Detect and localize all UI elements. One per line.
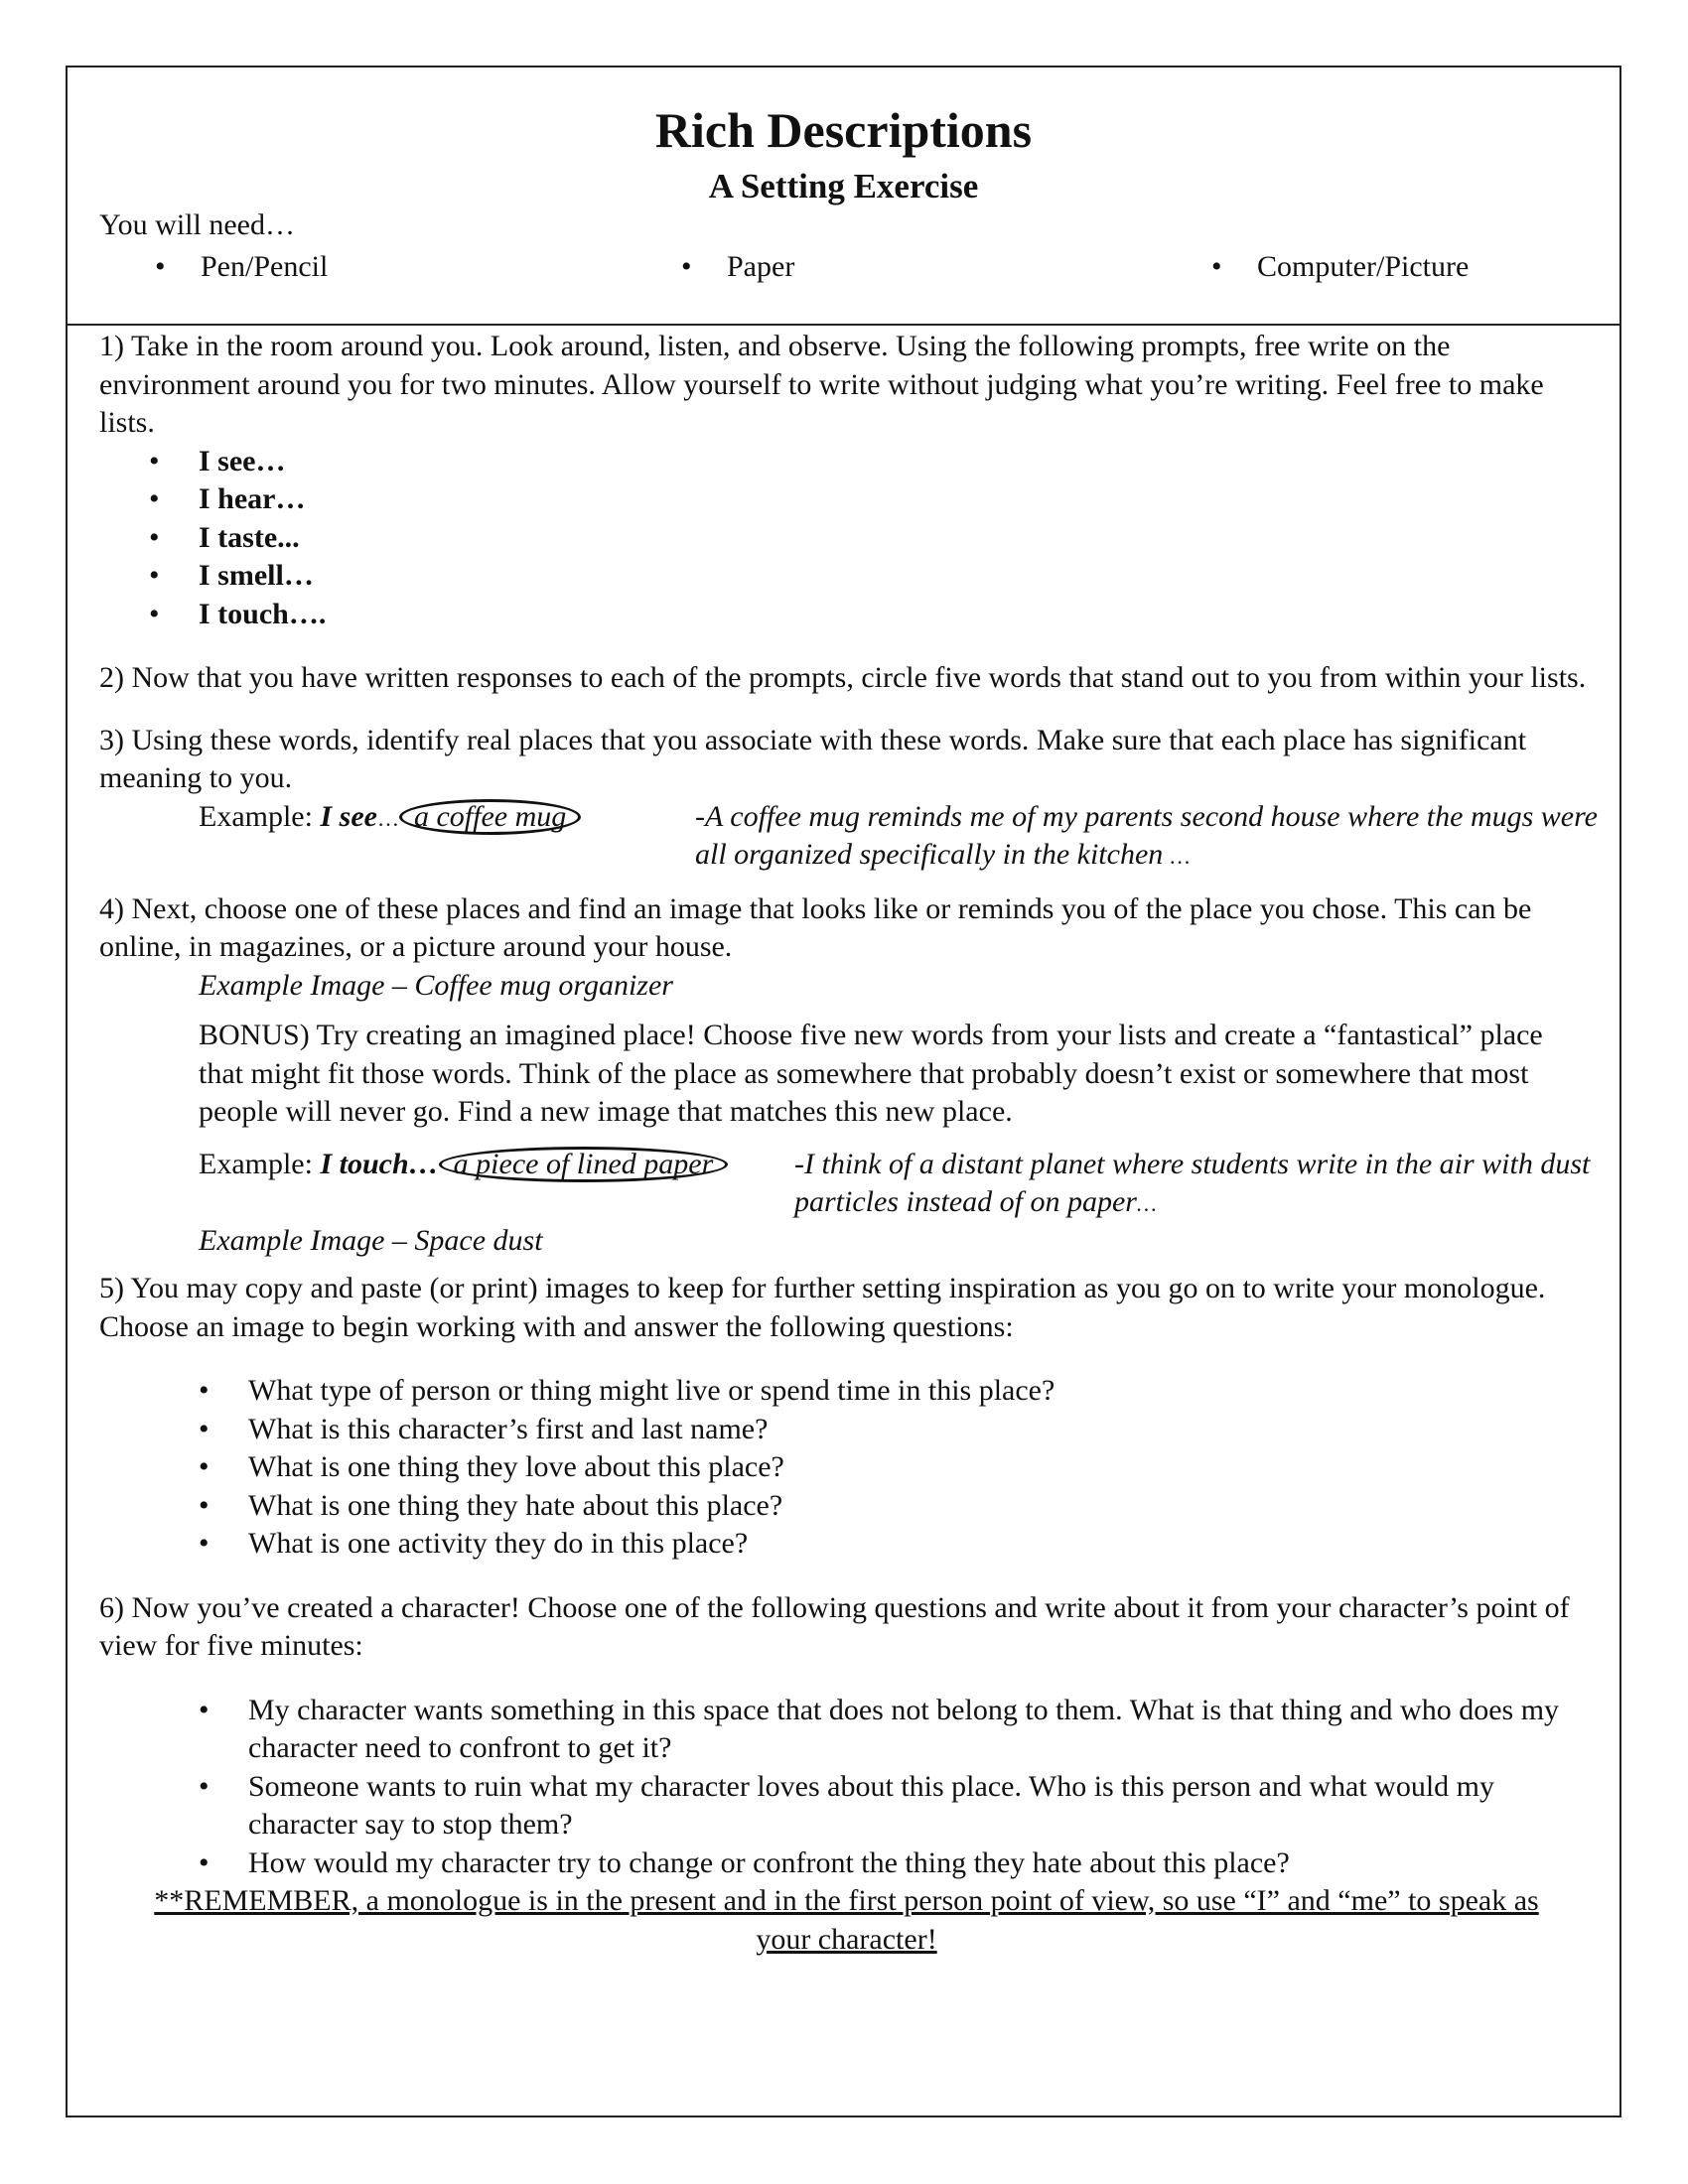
prompt-text: I hear… bbox=[199, 482, 306, 515]
list-item bbox=[99, 1411, 1594, 1449]
question-text: What is this character’s first and last name? bbox=[248, 1412, 769, 1445]
supply-label: Pen/Pencil bbox=[201, 250, 329, 283]
page-title: Rich Descriptions bbox=[654, 102, 1033, 158]
prompt-text: I see… bbox=[199, 444, 286, 478]
bullet-icon: • bbox=[149, 520, 160, 554]
page-subtitle: A Setting Exercise bbox=[708, 167, 979, 205]
prompt-text: I taste... bbox=[199, 520, 300, 554]
bullet-icon: • bbox=[199, 1412, 210, 1445]
bullet-icon: • bbox=[199, 1450, 210, 1483]
example-description: -A coffee mug reminds me of my parents second house where the mugs were all organized specifically in the kitchen … bbox=[695, 799, 1598, 871]
list-item bbox=[99, 480, 1594, 519]
question-text: What is one thing they hate about this place? bbox=[248, 1488, 783, 1522]
prompt-text: I touch…. bbox=[199, 597, 327, 630]
bullet-icon: • bbox=[1211, 250, 1222, 283]
bullet-icon: • bbox=[199, 1693, 210, 1726]
step-1-text: 1) Take in the room around you. Look around, listen, and observe. Using the following prompts, free write on the environment around you for two minutes. Allow yourself to write without judging what you’re writing. Feel free to make lists. bbox=[99, 330, 1544, 439]
list-item bbox=[99, 443, 1594, 481]
list-item bbox=[99, 1768, 1594, 1844]
example-description: -I think of a distant planet where students write in the air with dust particles instead of on paper… bbox=[794, 1147, 1591, 1218]
example-prompt: I touch… bbox=[320, 1147, 439, 1180]
step-5-text: 5) You may copy and paste (or print) images to keep for further setting inspiration as you go on to write your monologue. Choose an image to begin working with and answer the following questions: bbox=[99, 1272, 1546, 1343]
prompt-list bbox=[99, 443, 1594, 634]
circled-word: a coffee mug bbox=[399, 799, 581, 835]
step-4-text: 4) Next, choose one of these places and find an image that looks like or reminds you of the place you chose. This can be online, in magazines, or a picture around your house. bbox=[99, 891, 1532, 963]
question-text: What type of person or thing might live or spend time in this place? bbox=[248, 1374, 1055, 1407]
list-item bbox=[99, 1372, 1594, 1411]
bullet-icon: • bbox=[149, 444, 160, 478]
step-6-text: 6) Now you’ve created a character! Choose one of the following questions and write about it from your character’s point of view for five minutes: bbox=[99, 1590, 1570, 1662]
bullet-icon: • bbox=[199, 1527, 210, 1560]
example-label: Example: bbox=[199, 799, 321, 833]
bullet-icon: • bbox=[199, 1845, 210, 1879]
remember-note: **REMEMBER, a monologue is in the present and in the first person point of view, so use “I” and “me” to speak as your character! bbox=[154, 1884, 1539, 1956]
bullet-icon: • bbox=[149, 597, 160, 630]
list-item bbox=[99, 1487, 1594, 1526]
bullet-icon: • bbox=[199, 1769, 210, 1803]
question-text: My character wants something in this space that does not belong to them. What is that thing and who does my character need to confront to get it? bbox=[248, 1693, 1560, 1764]
example-image-caption: Example Image – Space dust bbox=[199, 1223, 543, 1257]
question-text: Someone wants to ruin what my character loves about this place. Who is this person and what would my character say to stop them? bbox=[248, 1769, 1495, 1841]
list-item bbox=[99, 1448, 1594, 1487]
question-text: What is one thing they love about this place? bbox=[248, 1450, 784, 1483]
bonus-text: BONUS) Try creating an imagined place! Choose five new words from your lists and create a “fantastical” place that might fit those words. Think of the place as somewhere that probably doesn’t exist or somewhere that most people will never go. Find a new image that matches this new place. bbox=[199, 1019, 1543, 1128]
list-item bbox=[99, 1844, 1594, 1883]
prompt-text: I smell… bbox=[199, 559, 314, 592]
step-2-text: 2) Now that you have written responses to each of the prompts, circle five words that stand out to you from within your lists. bbox=[99, 661, 1587, 694]
example-see bbox=[99, 798, 1598, 875]
supply-label: Computer/Picture bbox=[1257, 250, 1470, 283]
page-frame bbox=[66, 66, 1621, 2117]
bullet-icon: • bbox=[681, 250, 692, 283]
example-image-caption: Example Image – Coffee mug organizer bbox=[199, 968, 673, 1002]
list-item bbox=[99, 557, 1594, 596]
bullet-icon: • bbox=[149, 559, 160, 592]
bullet-icon: • bbox=[149, 482, 160, 515]
list-item bbox=[99, 1525, 1594, 1564]
list-item bbox=[99, 519, 1594, 558]
list-item bbox=[99, 596, 1594, 634]
example-lead bbox=[199, 798, 581, 839]
question-list bbox=[99, 1372, 1594, 1564]
bullet-icon: • bbox=[199, 1374, 210, 1407]
example-dots: … bbox=[376, 805, 399, 831]
example-prompt: I see bbox=[320, 799, 377, 833]
question-list bbox=[99, 1692, 1594, 1883]
step-3-text: 3) Using these words, identify real places that you associate with these words. Make sure that each place has significant meaning to you. bbox=[99, 723, 1527, 794]
need-label: You will need… bbox=[99, 208, 295, 241]
question-text: What is one activity they do in this place? bbox=[248, 1527, 749, 1560]
header-box bbox=[68, 68, 1619, 326]
example-touch bbox=[99, 1146, 1594, 1222]
example-lead bbox=[199, 1146, 728, 1184]
supply-label: Paper bbox=[727, 250, 795, 283]
bullet-icon: • bbox=[155, 250, 166, 283]
example-label: Example: bbox=[199, 1147, 321, 1180]
bullet-icon: • bbox=[199, 1488, 210, 1522]
circled-word: a piece of lined paper bbox=[439, 1147, 729, 1182]
list-item bbox=[99, 1692, 1594, 1768]
exercise-body bbox=[99, 328, 1598, 1959]
question-text: How would my character try to change or confront the thing they hate about this place? bbox=[248, 1845, 1290, 1879]
